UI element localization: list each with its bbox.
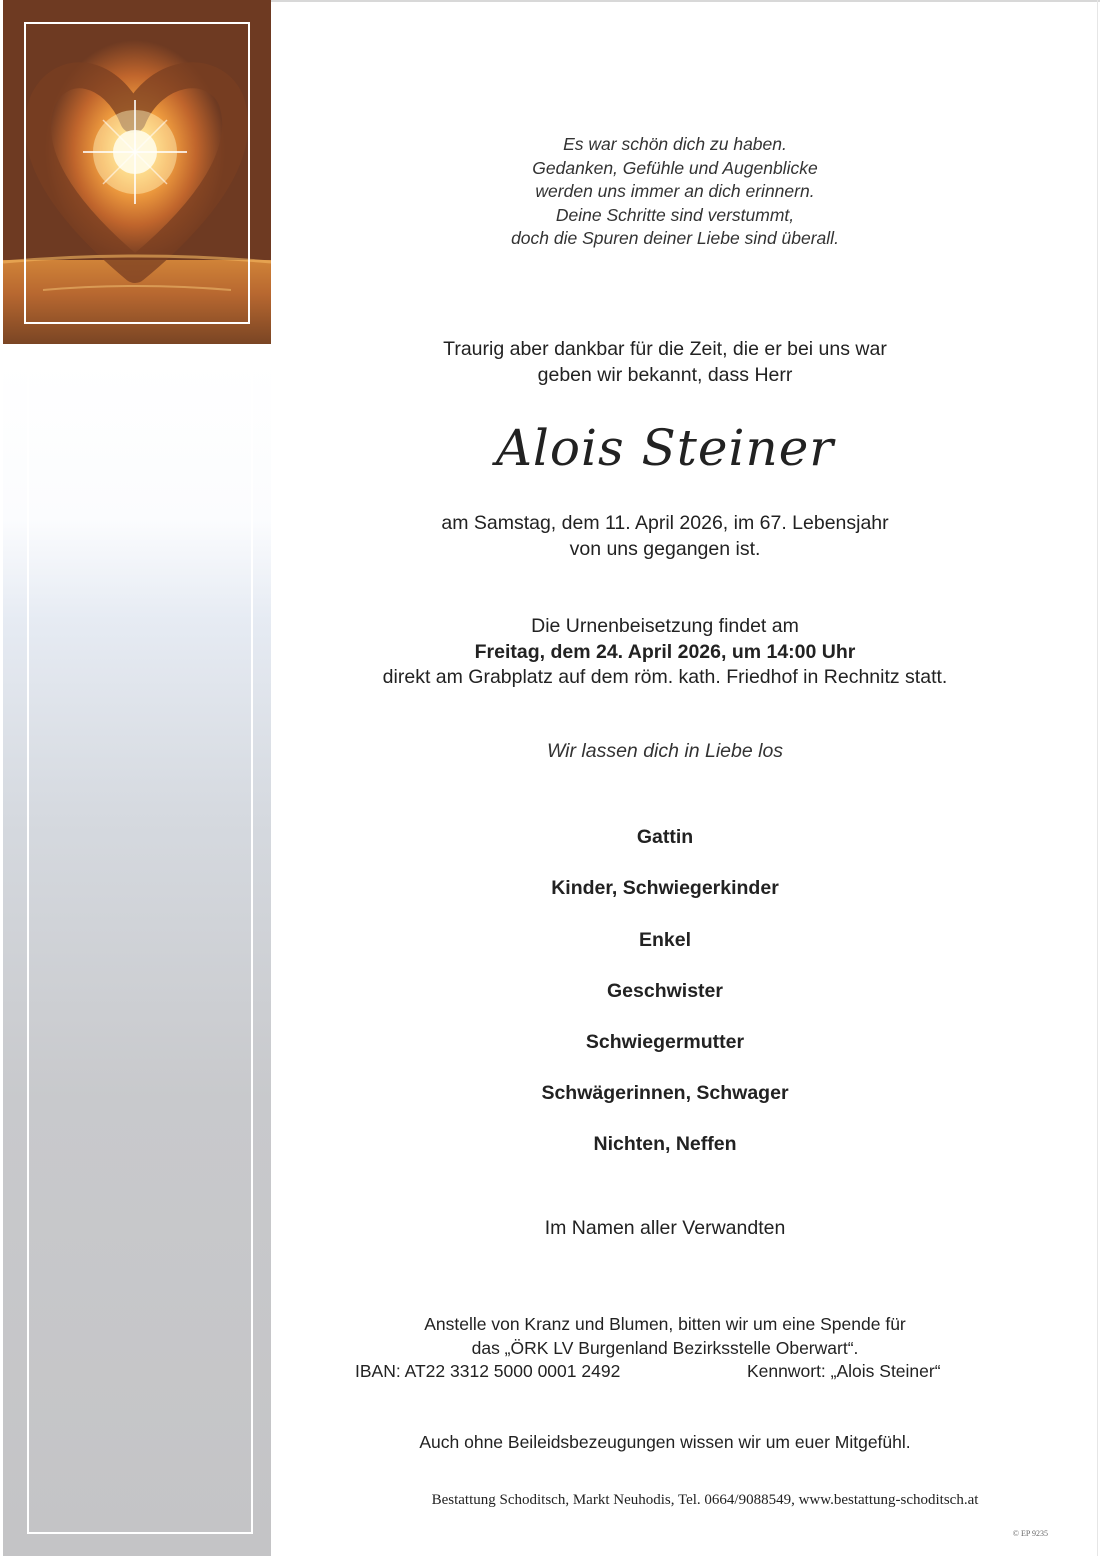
donation-request [300, 1313, 1030, 1384]
family-member: Kinder, Schwiegerkinder [551, 877, 779, 899]
death-date-text [300, 511, 1030, 562]
ep-code: © EP 9235 [1012, 1529, 1048, 1538]
photo-frame [24, 22, 250, 324]
on-behalf-line: Im Namen aller Verwandten [544, 1217, 786, 1239]
donation-line: das „ÖRK LV Burgenland Bezirksstelle Oberwart“. [471, 1337, 859, 1358]
donation-bank-row [300, 1360, 1030, 1384]
family-member: Schwiegermutter [585, 1031, 745, 1053]
right-rule [1097, 0, 1098, 1556]
intro-line: geben wir bekannt, dass Herr [537, 363, 793, 386]
family-member: Gattin [636, 826, 694, 848]
intro-line: Traurig aber dankbar für die Zeit, die er bei uns war [443, 338, 887, 360]
kennwort: Kennwort: „Alois Steiner“ [747, 1361, 941, 1381]
poem-line: Deine Schritte sind verstummt, [555, 204, 795, 225]
death-line: am Samstag, dem 11. April 2026, im 67. Lebensjahr [441, 512, 889, 534]
deceased-name: Alois Steiner [495, 419, 835, 477]
farewell-line: Wir lassen dich in Liebe los [546, 740, 784, 762]
family-member: Schwägerinnen, Schwager [541, 1082, 789, 1104]
poem-line: Es war schön dich zu haben. [563, 134, 787, 154]
condolence-note: Auch ohne Beileidsbezeugungen wissen wir um euer Mitgefühl. [419, 1432, 911, 1452]
burial-line: Die Urnenbeisetzung findet am [531, 615, 799, 637]
burial-location: direkt am Grabplatz auf dem röm. kath. Friedhof in Rechnitz statt. [382, 666, 948, 688]
poem-line: doch die Spuren deiner Liebe sind überall. [511, 228, 839, 248]
poem-line: Gedanken, Gefühle und Augenblicke [532, 157, 818, 178]
funeral-home-footer: Bestattung Schoditsch, Markt Neuhodis, Tel. 0664/9088549, www.bestattung-schoditsch.at [431, 1492, 979, 1508]
donation-line: Anstelle von Kranz und Blumen, bitten wir um eine Spende für [424, 1314, 906, 1334]
poem [340, 133, 1010, 251]
burial-info [300, 614, 1030, 691]
burial-date: Freitag, dem 24. April 2026, um 14:00 Uhr [474, 640, 856, 663]
decorative-sidebar [3, 0, 271, 1556]
family-member: Nichten, Neffen [593, 1133, 737, 1155]
announcement-intro [300, 337, 1030, 388]
sidebar-frame [27, 360, 253, 1534]
poem-line: werden uns immer an dich erinnern. [535, 181, 815, 201]
family-member: Geschwister [607, 980, 723, 1002]
top-rule [270, 0, 1100, 2]
iban: IBAN: AT22 3312 5000 0001 2492 [355, 1361, 621, 1381]
death-line: von uns gegangen ist. [569, 537, 761, 560]
family-member: Enkel [638, 929, 692, 951]
